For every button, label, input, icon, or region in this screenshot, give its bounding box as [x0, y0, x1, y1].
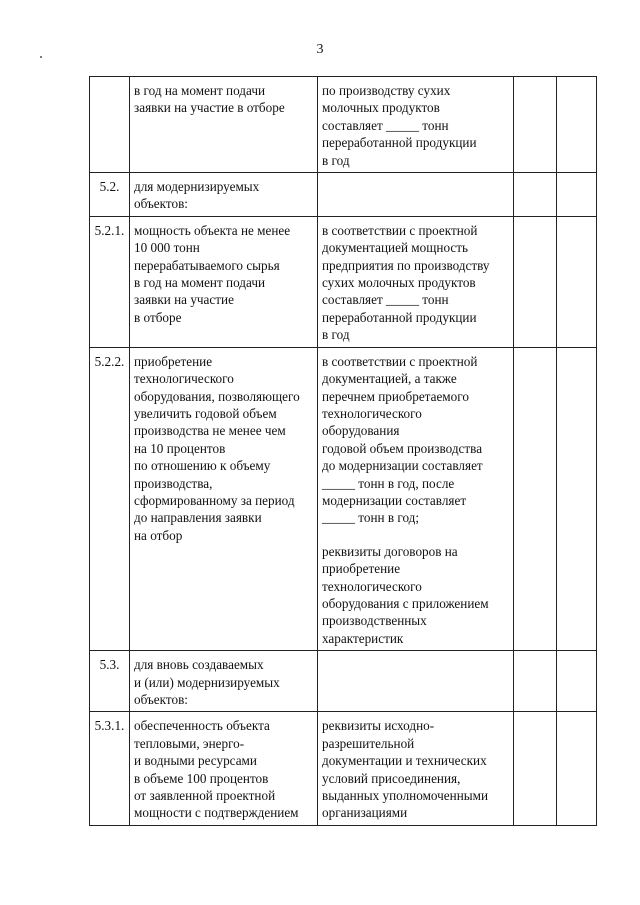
empty-cell	[557, 216, 597, 347]
criterion-text: для модернизируемых объектов:	[134, 179, 260, 212]
table-row	[90, 347, 597, 651]
row-number-text: 5.2.	[99, 179, 120, 195]
documents-cell	[318, 173, 514, 217]
row-number	[90, 173, 130, 217]
empty-cell	[557, 712, 597, 825]
empty-cell	[514, 77, 557, 173]
row-number-text: 5.2.1.	[94, 222, 125, 238]
documents-text: реквизиты исходно- разрешительной документации и технических условий присоединения, выданных уполномоченными организациями	[322, 718, 489, 821]
row-number-text: 5.3.	[99, 657, 120, 673]
page-number: 3	[316, 42, 324, 57]
criterion-text: мощность объекта не менее 10 000 тонн перерабатываемого сырья в год на момент подачи заявки на участие в отборе	[134, 222, 291, 325]
documents-cell	[318, 712, 514, 825]
criterion-cell	[130, 77, 318, 173]
documents-text: реквизиты договоров на приобретение технологического оборудования с приложением производственных характеристик	[322, 543, 489, 646]
documents-cell	[318, 651, 514, 712]
criterion-cell	[130, 712, 318, 825]
criterion-text: обеспеченность объекта тепловыми, энерго- и водными ресурсами в объеме 100 процентов от заявленной проектной мощности с подтверждением	[134, 718, 299, 821]
row-number-text: 5.3.1.	[94, 718, 125, 734]
row-number	[90, 77, 130, 173]
criterion-cell	[130, 216, 318, 347]
criterion-cell	[130, 173, 318, 217]
table-row	[90, 77, 597, 173]
criterion-text: приобретение технологического оборудования, позволяющего увеличить годовой объем производства не менее чем на 10 процентов по отношению к объему производства, сформированному за период до направления заявки на отбор	[134, 353, 300, 543]
empty-cell	[557, 651, 597, 712]
documents-cell	[318, 77, 514, 173]
criteria-table	[89, 76, 597, 826]
row-number	[90, 712, 130, 825]
empty-cell	[514, 651, 557, 712]
row-number	[90, 347, 130, 651]
criterion-text: для вновь создаваемых и (или) модернизируемых объектов:	[134, 657, 280, 707]
empty-cell	[557, 173, 597, 217]
table-row	[90, 173, 597, 217]
documents-text: в соответствии с проектной документацией мощность предприятия по производству сухих молочных продуктов составляет _____ тонн переработанной продукции в год	[322, 222, 490, 343]
empty-cell	[557, 77, 597, 173]
documents-cell	[318, 216, 514, 347]
paragraph-gap	[322, 527, 509, 543]
row-number	[90, 651, 130, 712]
documents-text: по производству сухих молочных продуктов составляет _____ тонн переработанной продукции в год	[322, 83, 477, 168]
criterion-cell	[130, 347, 318, 651]
scan-speck	[40, 56, 42, 58]
row-number	[90, 216, 130, 347]
empty-cell	[557, 347, 597, 651]
empty-cell	[514, 712, 557, 825]
criterion-cell	[130, 651, 318, 712]
criterion-text: в год на момент подачи заявки на участие в отборе	[134, 83, 285, 116]
empty-cell	[514, 173, 557, 217]
empty-cell	[514, 216, 557, 347]
row-number-text: 5.2.2.	[94, 353, 125, 369]
empty-cell	[514, 347, 557, 651]
table-row	[90, 216, 597, 347]
documents-text: в соответствии с проектной документацией, а также перечнем приобретаемого технологического оборудования годовой объем производства до модернизации составляет _____ тонн в год, после модернизации составляет _____ тонн в год;	[322, 353, 483, 526]
table-row	[90, 712, 597, 825]
documents-cell	[318, 347, 514, 651]
table-row	[90, 651, 597, 712]
